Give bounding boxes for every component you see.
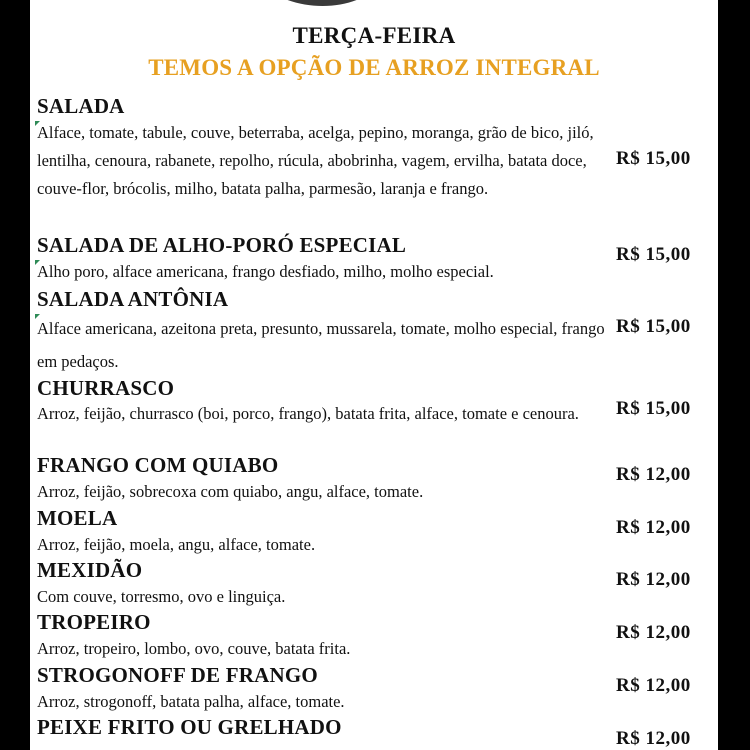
menu-item-salada-antonia — [37, 286, 709, 378]
item-name: MOELA — [37, 506, 118, 530]
item-description: Arroz, tropeiro, lombo, ovo, couve, batata frita. — [37, 639, 351, 658]
menu-item-salada — [37, 93, 709, 203]
item-description: Arroz, feijão, sobrecoxa com quiabo, angu, alface, tomate. — [37, 482, 424, 501]
item-description: Alface, tomate, tabule, couve, beterraba, acelga, pepino, moranga, grão de bico, jiló, lentilha, cenoura, rabanete, repolho, rúcula, abobrinha, vagem, ervilha, batata doce, couve-flor, brócolis, milho, batata palha, parmesão, laranja e frango. — [37, 123, 594, 198]
item-name: FRANGO COM QUIABO — [37, 453, 279, 477]
item-price: R$ 12,00 — [616, 675, 691, 696]
day-title: TERÇA-FEIRA — [292, 23, 456, 48]
item-description: Alho poro, alface americana, frango desfiado, milho, molho especial. — [37, 262, 494, 281]
item-description: Alface americana, azeitona preta, presunto, mussarela, tomate, molho especial, frango em pedaços. — [37, 312, 611, 378]
item-description: Arroz, feijão, moela, angu, alface, tomate. — [37, 535, 316, 554]
item-price: R$ 12,00 — [616, 728, 691, 749]
item-price: R$ 15,00 — [616, 316, 691, 337]
menu-item-peixe-frito-ou-grelhado — [37, 714, 709, 740]
item-price: R$ 15,00 — [616, 398, 691, 419]
logo-swoosh-icon — [245, 0, 385, 20]
item-price: R$ 12,00 — [616, 569, 691, 590]
item-price: R$ 15,00 — [616, 244, 691, 265]
menu-item-churrasco — [37, 375, 709, 427]
item-description: Com couve, torresmo, ovo e linguiça. — [37, 587, 286, 606]
green-marker-icon — [35, 314, 40, 319]
item-price: R$ 15,00 — [616, 148, 691, 169]
item-name: MEXIDÃO — [37, 558, 143, 582]
menu-item-mexidao — [37, 557, 709, 611]
item-description: Arroz, feijão, churrasco (boi, porco, frango), batata frita, alface, tomate e cenoura. — [37, 404, 579, 423]
item-name: SALADA ANTÔNIA — [37, 287, 229, 311]
menu-page — [30, 0, 718, 750]
item-price: R$ 12,00 — [616, 622, 691, 643]
menu-item-tropeiro — [37, 609, 709, 663]
green-marker-icon — [35, 121, 40, 126]
item-name: SALADA — [37, 94, 125, 118]
item-name: TROPEIRO — [37, 610, 151, 634]
item-price: R$ 12,00 — [616, 517, 691, 538]
item-name: CHURRASCO — [37, 376, 175, 400]
item-description: Arroz, strogonoff, batata palha, alface, tomate. — [37, 692, 345, 711]
item-price: R$ 12,00 — [616, 464, 691, 485]
item-name: PEIXE FRITO OU GRELHADO — [37, 715, 342, 739]
green-marker-icon — [35, 260, 40, 265]
menu-item-salada-alho-poro — [37, 232, 709, 286]
integral-rice-notice: TEMOS A OPÇÃO DE ARROZ INTEGRAL — [148, 55, 600, 80]
menu-item-frango-com-quiabo — [37, 452, 709, 506]
item-name: STROGONOFF DE FRANGO — [37, 663, 318, 687]
menu-item-strogonoff-de-frango — [37, 662, 709, 716]
menu-item-moela — [37, 505, 709, 559]
item-name: SALADA DE ALHO-PORÓ ESPECIAL — [37, 233, 407, 257]
